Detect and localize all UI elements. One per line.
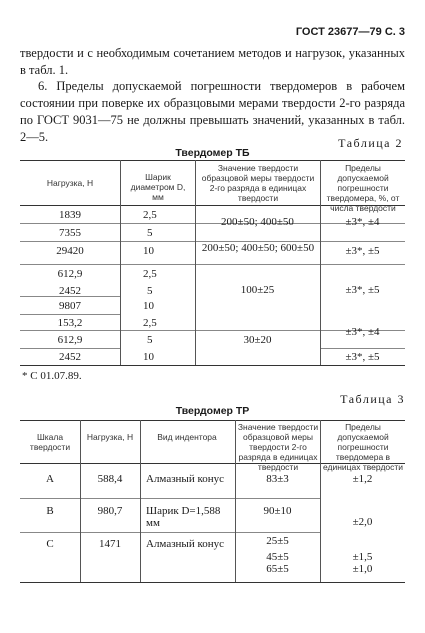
table3-header-value: Значение твердости образцовой меры твердости 2-го разряда в единицах твердости bbox=[237, 422, 319, 472]
table3 bbox=[20, 0, 415, 633]
table3-value: 65±5 bbox=[266, 563, 289, 575]
table3-title: Твердомер ТР bbox=[175, 405, 250, 417]
table3-caption: Таблица 3 bbox=[340, 392, 405, 406]
table2-header-load: Нагрузка, Н bbox=[46, 178, 94, 188]
table3-limit: ±1,2 bbox=[352, 473, 373, 485]
table3-top-rule bbox=[20, 420, 405, 421]
table3-scale: В bbox=[46, 505, 54, 517]
table2-ball: 5 bbox=[147, 285, 153, 297]
table2-header-ball: Шарик диаметром D, мм bbox=[130, 172, 186, 202]
table2-limit: ±3*, ±4 bbox=[345, 216, 380, 228]
table2-ball: 2,5 bbox=[143, 317, 157, 329]
table2-load: 2452 bbox=[59, 351, 81, 363]
page-header: ГОСТ 23677—79 С. 3 bbox=[295, 26, 405, 38]
table3-load: 980,7 bbox=[97, 505, 123, 517]
table2-ball: 10 bbox=[143, 245, 154, 257]
table3-load: 588,4 bbox=[97, 473, 123, 485]
table3-scale: С bbox=[46, 538, 54, 550]
table2-limit: ±3*, ±5 bbox=[345, 351, 380, 363]
table2-value: 100±25 bbox=[240, 284, 275, 296]
table3-value: 90±10 bbox=[263, 505, 292, 517]
table2-load: 7355 bbox=[59, 227, 81, 239]
table2-ball: 2,5 bbox=[143, 268, 157, 280]
table3-indenter: Шарик D=1,588 мм bbox=[146, 505, 221, 529]
table3-indenter: Алмазный конус bbox=[146, 538, 225, 550]
table2-value: 200±50; 400±50 bbox=[221, 216, 294, 228]
table2-caption: Таблица 2 bbox=[338, 136, 403, 150]
intro-text: твердости и с необходимым сочетанием методов и нагрузок, указанных в табл. 1. bbox=[20, 46, 405, 77]
table2-header-value: Значение твердости образцовой меры твердости 2-го разряда в единицах твердости bbox=[201, 163, 315, 203]
table3-header-indenter: Вид индентора bbox=[157, 432, 217, 442]
table2-load: 2452 bbox=[59, 285, 81, 297]
table3-indenter: Алмазный конус bbox=[146, 473, 225, 485]
table3-value: 45±5 bbox=[266, 551, 289, 563]
table3-bottom-rule bbox=[20, 582, 405, 583]
table2-load: 612,9 bbox=[57, 334, 83, 346]
table2-value: 30±20 bbox=[243, 334, 272, 346]
table3-header-limit: Пределы допускаемой погрешности твердомера в единицах твердости bbox=[322, 422, 404, 472]
table3-limit: ±2,0 bbox=[352, 516, 373, 528]
table3-limit: ±1,5 bbox=[352, 551, 373, 563]
table3-header-load: Нагрузка, Н bbox=[86, 432, 134, 442]
table2-title: Твердомер ТБ bbox=[175, 147, 250, 159]
table2-limit: ±3*, ±4 bbox=[345, 326, 380, 338]
table2-value: 200±50; 400±50; 600±50 bbox=[201, 242, 315, 254]
table3-limit: ±1,0 bbox=[352, 563, 373, 575]
table2-ball: 10 bbox=[143, 300, 154, 312]
table3-header-scale: Шкала твердости bbox=[29, 432, 71, 452]
table2-ball: 10 bbox=[143, 351, 154, 363]
table3-row-rule bbox=[20, 532, 320, 533]
table3-row-rule bbox=[20, 498, 320, 499]
table2-ball: 5 bbox=[147, 334, 153, 346]
footnote: * С 01.07.89. bbox=[22, 370, 82, 382]
paragraph-6: 6. Пределы допускаемой погрешности твердомеров в рабочем состоянии при поверке их образцовыми мерами твердости 2-го разряда по ГОСТ 9031—75 не должны превышать значений, указанных в табл. 2—5. bbox=[20, 79, 405, 144]
table3-load: 1471 bbox=[99, 538, 121, 550]
table2-load: 9807 bbox=[59, 300, 81, 312]
table2-header-limit: Пределы допускаемой погрешности твердомера, %, от числа твердости bbox=[326, 163, 400, 213]
table2-load: 153,2 bbox=[57, 317, 83, 329]
table2-ball: 2,5 bbox=[143, 209, 157, 221]
table3-value: 25±5 bbox=[266, 535, 289, 547]
table2-load: 612,9 bbox=[57, 268, 83, 280]
table2-limit: ±3*, ±5 bbox=[345, 284, 380, 296]
table2-ball: 5 bbox=[147, 227, 153, 239]
table3-value: 83±3 bbox=[266, 473, 289, 485]
table2-load: 1839 bbox=[59, 209, 81, 221]
table2-limit: ±3*, ±5 bbox=[345, 245, 380, 257]
table3-col-rule bbox=[140, 420, 141, 582]
table3-col-rule bbox=[80, 420, 81, 582]
table2-load: 29420 bbox=[56, 245, 84, 257]
table3-scale: А bbox=[46, 473, 54, 485]
